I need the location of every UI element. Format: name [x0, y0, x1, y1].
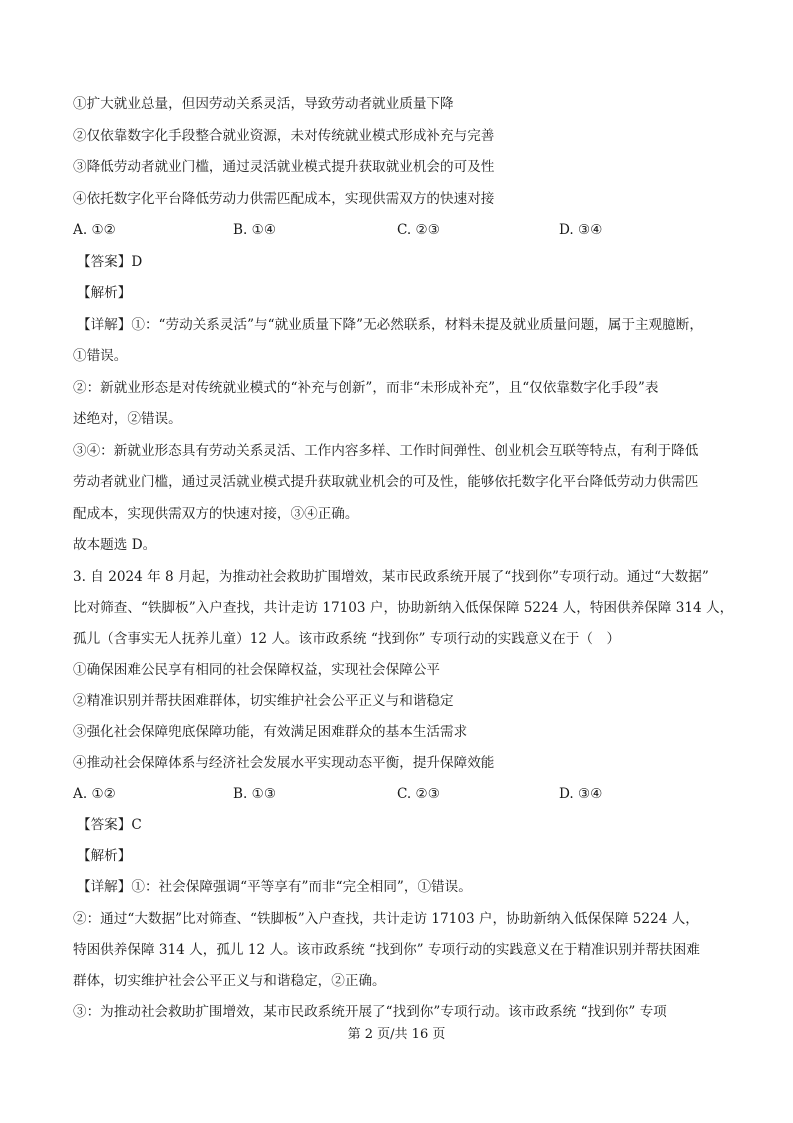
q2-detail-3: ②：新就业形态是对传统就业模式的“补充与创新”，而非“未形成补充”，且“仅依靠数字化手段”表	[73, 380, 659, 396]
q3-choice-d: D. ③④	[559, 786, 603, 802]
q3-detail-4: 群体，切实维护社会公平正义与和谐稳定，②正确。	[73, 973, 386, 989]
q2-detail-4: 述绝对，②错误。	[73, 411, 182, 427]
q3-stem-1: 3. 自 2024 年 8 月起，为推动社会救助扩围增效，某市民政系统开展了“找到你”专项行动。通过“大数据”	[73, 569, 709, 585]
q3-detail-2: ②：通过“大数据”比对筛查、“铁脚板”入户查找，共计走访 17103 户，协助新纳入低保保障 5224 人，	[73, 911, 699, 927]
q3-choice-a: A. ①②	[73, 786, 116, 802]
q2-detail-8: 故本题选 D。	[73, 537, 157, 553]
q3-option-4: ④推动社会保障体系与经济社会发展水平实现动态平衡，提升保障效能	[73, 755, 495, 771]
q2-detail-1: 【详解】①：“劳动关系灵活”与“就业质量下降”无必然联系，材料未提及就业质量问题，属于主观臆断，	[77, 317, 703, 333]
q2-option-4: ④依托数字化平台降低劳动力供需匹配成本，实现供需双方的快速对接	[73, 191, 495, 207]
q3-stem-2: 比对筛查、“铁脚板”入户查找，共计走访 17103 户，协助新纳入低保保障 5224 人，特困供养保障 314 人，	[73, 600, 734, 616]
q3-stem-3: 孤儿（含事实无人抚养儿童）12 人。该市政系统 “找到你” 专项行动的实践意义在于（ ）	[73, 631, 621, 647]
q3-option-3: ③强化社会保障兜底保障功能，有效满足困难群众的基本生活需求	[73, 724, 468, 740]
q2-option-3: ③降低劳动者就业门槛，通过灵活就业模式提升获取就业机会的可及性	[73, 159, 495, 175]
q3-detail-5: ③：为推动社会救助扩围增效，某市民政系统开展了“找到你”专项行动。该市政系统 “找到你” 专项	[73, 1004, 667, 1020]
q2-detail-2: ①错误。	[73, 348, 128, 364]
q3-detail-3: 特困供养保障 314 人，孤儿 12 人。该市政系统 “找到你” 专项行动的实践意义在于精准识别并帮扶困难	[73, 942, 700, 958]
q2-choice-b: B. ①④	[233, 222, 277, 238]
q3-option-2: ②精准识别并帮扶困难群体，切实维护社会公平正义与和谐稳定	[73, 693, 454, 709]
q3-option-1: ①确保困难公民享有相同的社会保障权益，实现社会保障公平	[73, 662, 441, 678]
q3-choice-c: C. ②③	[397, 786, 440, 802]
q2-choice-a: A. ①②	[73, 222, 116, 238]
q2-detail-5: ③④：新就业形态具有劳动关系灵活、工作内容多样、工作时间弹性、创业机会互联等特点，有利于降低	[73, 443, 699, 459]
q3-detail-1: 【详解】①：社会保障强调“平等享有”而非“完全相同”，①错误。	[77, 879, 472, 895]
page-footer: 第 2 页/共 16 页	[347, 1027, 446, 1042]
q3-choice-b: B. ①③	[233, 786, 277, 802]
q2-detail-7: 配成本，实现供需双方的快速对接，③④正确。	[73, 506, 359, 522]
q2-choice-c: C. ②③	[397, 222, 440, 238]
q2-choices	[73, 220, 733, 240]
q3-analysis-label: 【解析】	[77, 848, 132, 864]
q2-answer: 【答案】D	[77, 254, 143, 270]
q2-option-2: ②仅依靠数字化手段整合就业资源，未对传统就业模式形成补充与完善	[73, 128, 495, 144]
q3-answer: 【答案】C	[77, 817, 142, 833]
q2-detail-6: 劳动者就业门槛，通过灵活就业模式提升获取就业机会的可及性，能够依托数字化平台降低劳动力供需匹	[73, 474, 699, 490]
q2-analysis-label: 【解析】	[77, 285, 132, 301]
q2-choice-d: D. ③④	[559, 222, 603, 238]
q2-option-1: ①扩大就业总量，但因劳动关系灵活，导致劳动者就业质量下降	[73, 96, 454, 112]
q3-choices	[73, 784, 733, 804]
